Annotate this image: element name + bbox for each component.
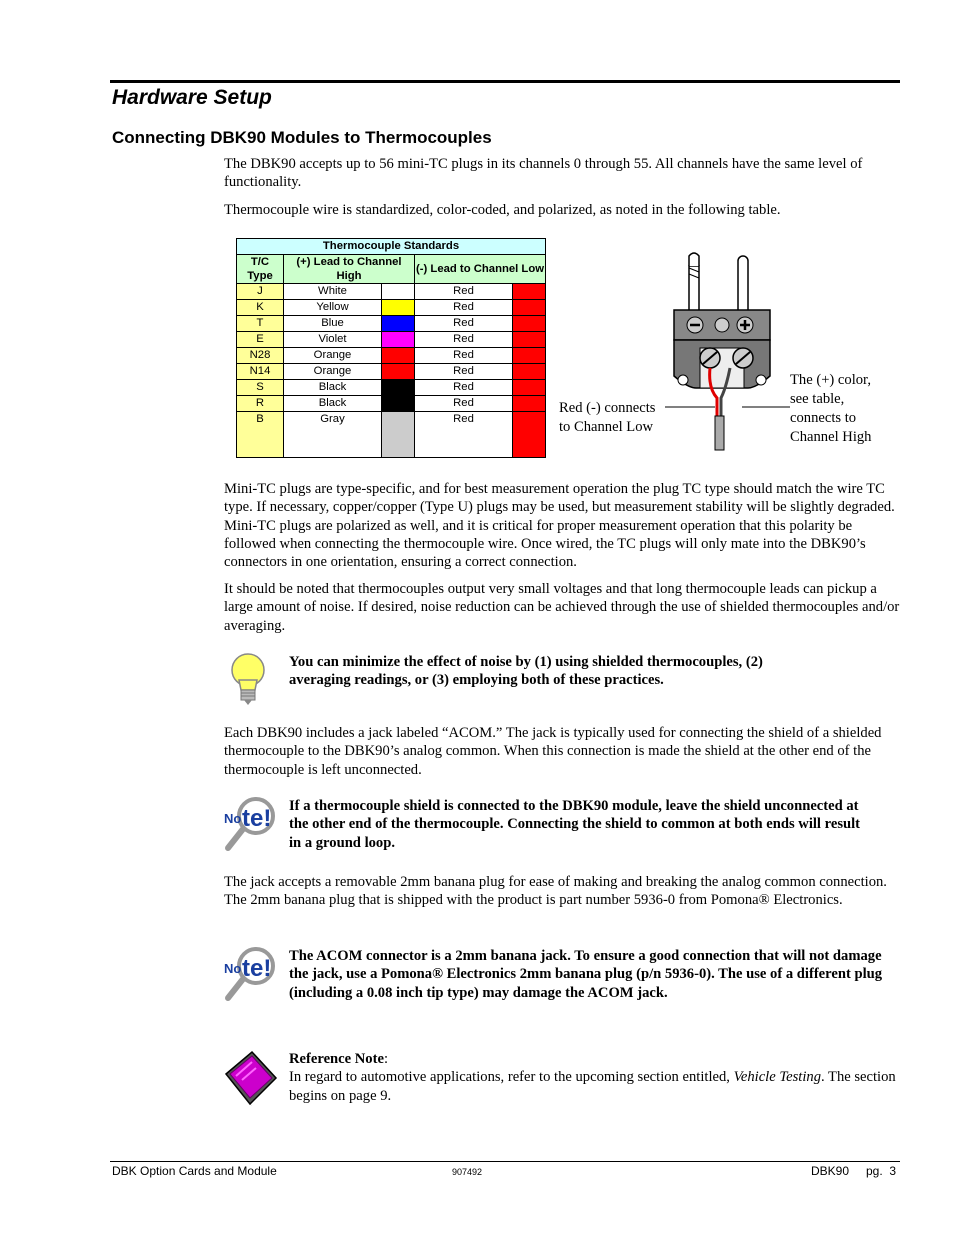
- positive-lead-cell: Orange: [284, 364, 382, 380]
- positive-color-swatch: [382, 364, 415, 380]
- positive-lead-cell: Blue: [284, 316, 382, 332]
- tc-type-cell: T: [237, 316, 284, 332]
- positive-color-swatch: [382, 380, 415, 396]
- positive-color-swatch: [382, 300, 415, 316]
- svg-text:No: No: [224, 811, 242, 826]
- footer-left: DBK Option Cards and Module: [112, 1164, 277, 1178]
- lightbulb-icon: [228, 652, 268, 706]
- tc-type-cell: R: [237, 396, 284, 412]
- negative-color-swatch: [513, 332, 546, 348]
- negative-lead-cell: Red: [415, 316, 513, 332]
- reference-label: Reference Note: [289, 1051, 384, 1067]
- acom-paragraph: Each DBK90 includes a jack labeled “ACOM.” The jack is typically used for connecting the shield of a shielded thermocouple to the DBK90’s analog common. When this connection is made the shield at the other end of the thermocouple is left unconnected.: [224, 725, 882, 778]
- tc-type-cell: S: [237, 380, 284, 396]
- negative-lead-cell: Red: [415, 300, 513, 316]
- table-row: [237, 332, 546, 348]
- tc-type-cell: E: [237, 332, 284, 348]
- negative-lead-cell: Red: [415, 364, 513, 380]
- mini-tc-plug-illustration: [660, 248, 780, 458]
- positive-lead-cell: White: [284, 284, 382, 300]
- intro-paragraph-1: The DBK90 accepts up to 56 mini-TC plugs in its channels 0 through 55. All channels have the same level of functionality.: [224, 156, 863, 191]
- footer-page-number: pg. 3: [866, 1164, 897, 1178]
- figure-caption-high: The (+) color, see table, connects to Channel High: [790, 372, 872, 445]
- negative-lead-cell: Red: [415, 348, 513, 364]
- negative-color-swatch: [513, 348, 546, 364]
- negative-lead-cell: Red: [415, 380, 513, 396]
- section-title: Connecting DBK90 Modules to Thermocouples: [112, 128, 492, 147]
- table-title: Thermocouple Standards: [237, 239, 546, 255]
- top-rule: [110, 80, 900, 83]
- positive-lead-cell: Orange: [284, 348, 382, 364]
- book-icon: [222, 1048, 280, 1108]
- negative-lead-cell: Red: [415, 332, 513, 348]
- col-header-negative: (-) Lead to Channel Low: [415, 255, 546, 284]
- positive-color-swatch: [382, 412, 415, 458]
- tc-type-cell: N28: [237, 348, 284, 364]
- figure-caption-low: Red (-) connects to Channel Low: [559, 400, 656, 435]
- positive-color-swatch: [382, 396, 415, 412]
- positive-color-swatch: [382, 284, 415, 300]
- negative-lead-cell: Red: [415, 412, 513, 458]
- table-row: [237, 380, 546, 396]
- negative-lead-cell: Red: [415, 396, 513, 412]
- negative-lead-cell: Red: [415, 284, 513, 300]
- svg-text:te!: te!: [242, 805, 272, 832]
- negative-color-swatch: [513, 300, 546, 316]
- table-row: [237, 300, 546, 316]
- magnifier-note-icon: [222, 796, 282, 854]
- table-row: [237, 412, 546, 458]
- positive-color-swatch: [382, 332, 415, 348]
- positive-lead-cell: Black: [284, 380, 382, 396]
- table-row: [237, 316, 546, 332]
- intro-paragraph-2: Thermocouple wire is standardized, color-coded, and polarized, as noted in the following table.: [224, 202, 781, 218]
- reference-text-before: In regard to automotive applications, refer to the upcoming section entitled,: [289, 1069, 734, 1086]
- footer-doc-number: 907492: [452, 1167, 483, 1177]
- svg-text:No: No: [224, 961, 242, 976]
- tc-type-cell: K: [237, 300, 284, 316]
- reference-text-after: . The section begins on page 9.: [289, 1069, 896, 1104]
- footer-product: DBK90: [811, 1164, 850, 1178]
- footer-rule: [110, 1161, 900, 1162]
- col-header-positive: (+) Lead to Channel High: [284, 255, 415, 284]
- negative-color-swatch: [513, 364, 546, 380]
- page-title: Hardware Setup: [112, 86, 272, 109]
- positive-color-swatch: [382, 348, 415, 364]
- tc-type-cell: N14: [237, 364, 284, 380]
- table-row: [237, 348, 546, 364]
- reference-section-title: Vehicle Testing: [733, 1069, 821, 1086]
- col-header-type: T/C Type: [237, 255, 284, 284]
- note-acom-jack: The ACOM connector is a 2mm banana jack. To ensure a good connection that will not damage the jack, use a Pomona® Electronics 2mm banana plug (p/n 5936-0). The use of a different plug (including a 0.08 inch tip type) may damage the ACOM jack.: [289, 948, 883, 1001]
- positive-color-swatch: [382, 316, 415, 332]
- magnifier-note-icon: [222, 946, 282, 1004]
- negative-color-swatch: [513, 380, 546, 396]
- positive-lead-cell: Black: [284, 396, 382, 412]
- thermocouple-standards-table: [236, 238, 546, 458]
- tip-text: You can minimize the effect of noise by (1) using shielded thermocouples, (2) averaging readings, or (3) employing both of these practices.: [289, 654, 763, 689]
- negative-color-swatch: [513, 396, 546, 412]
- tc-type-cell: B: [237, 412, 284, 458]
- negative-color-swatch: [513, 316, 546, 332]
- positive-lead-cell: Yellow: [284, 300, 382, 316]
- tc-type-cell: J: [237, 284, 284, 300]
- table-row: [237, 364, 546, 380]
- table-row: [237, 396, 546, 412]
- caption-leader-lines: [660, 400, 790, 414]
- positive-lead-cell: Gray: [284, 412, 382, 458]
- note-ground-loop: If a thermocouple shield is connected to the DBK90 module, leave the shield unconnected at the other end of the thermocouple. Connecting the shield to common at both ends will result in a ground loop.: [289, 798, 861, 851]
- svg-text:te!: te!: [242, 955, 272, 982]
- positive-lead-cell: Violet: [284, 332, 382, 348]
- negative-color-swatch: [513, 412, 546, 458]
- jack-paragraph: The jack accepts a removable 2mm banana plug for ease of making and breaking the analog common connection. The 2mm banana plug that is shipped with the product is part number 5936-0 from Pomona® Electronics.: [224, 874, 887, 909]
- minitc-paragraph: Mini-TC plugs are type-specific, and for best measurement operation the plug TC type should match the wire TC type. If necessary, copper/copper (Type U) plugs may be used, but measurement stability will be slightly degraded. Mini-TC plugs are polarized as well, and it is critical for proper measurement operation that this polarity be followed when connecting the thermocouple wire. Once wired, the TC plugs will only mate into the DBK90’s connectors in one orientation, ensuring a correct connection.: [224, 481, 895, 571]
- reference-note: Reference Note: In regard to automotive applications, refer to the upcoming section entitled, Vehicle Testing. The section begins on page 9.: [289, 1051, 896, 1104]
- noise-paragraph: It should be noted that thermocouples output very small voltages and that long thermocouple leads can pickup a large amount of noise. If desired, noise reduction can be achieved through the use of shielded thermocouples and/or averaging.: [224, 581, 900, 634]
- table-row: [237, 284, 546, 300]
- negative-color-swatch: [513, 284, 546, 300]
